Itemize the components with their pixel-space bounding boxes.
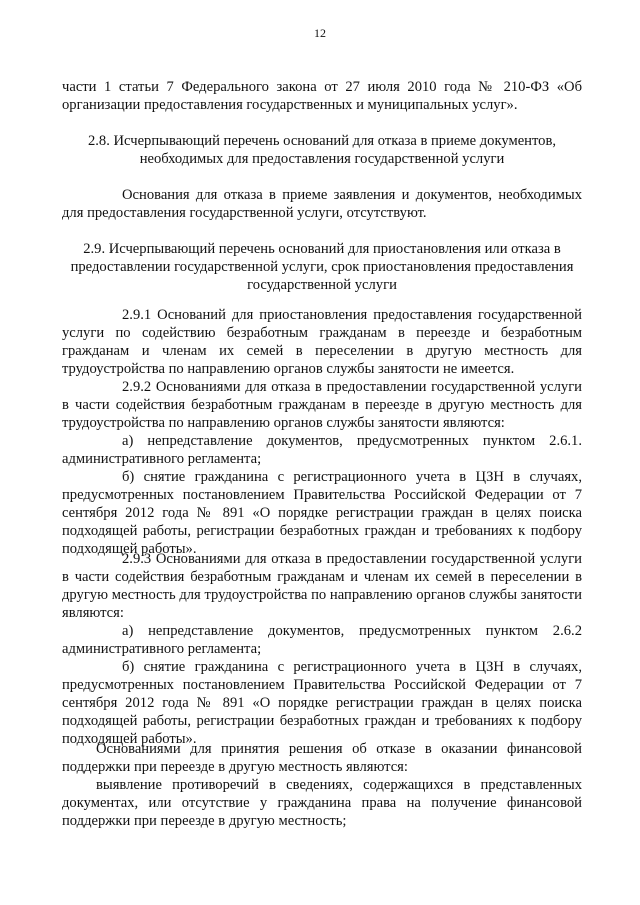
paragraph-financial-refusal: Основаниями для принятия решения об отказе в оказании финансовой поддержки при переезде в другую местность являются: xyxy=(62,741,582,775)
paragraph-financial-refusal-item-1: выявление противоречий в сведениях, содержащихся в представленных документах, или отсутствие у гражданина права на получение финансовой поддержки при переезде в другую местность; xyxy=(62,777,582,829)
paragraph-2-9-1: 2.9.1 Оснований для приостановления предоставления государственной услуги по содействию безработным гражданам в переезде и безработным гражданам и членам их семей в переселении в другую местность для трудоустройства по направлению органов службы занятости не имеется. xyxy=(62,307,582,377)
paragraph-2-9-2-a: а) непредставление документов, предусмотренных пунктом 2.6.1. административного регламента; xyxy=(62,433,582,467)
paragraph-2-9-2-b: б) снятие гражданина с регистрационного учета в ЦЗН в случаях, предусмотренных постановлением Правительства Российской Федерации от 7 сентября 2012 года № 891 «О порядке регистрации граждан в целях поиска подходящей работы, регистрации безработных граждан и требованиях к подбору подходящей работы». xyxy=(62,469,582,557)
paragraph-2-9-3: 2.9.3 Основаниями для отказа в предоставлении государственной услуги в части содействия безработным гражданам и членам их семей в переселении в другую местность для трудоустройства по направлению органов службы занятости являются: xyxy=(62,551,582,621)
paragraph-2-9-3-b: б) снятие гражданина с регистрационного учета в ЦЗН в случаях, предусмотренных постановлением Правительства Российской Федерации от 7 сентября 2012 года № 891 «О порядке регистрации граждан в целях поиска подходящей работы, регистрации безработных граждан и требованиях к подбору подходящей работы». xyxy=(62,659,582,747)
heading-2-9: 2.9. Исчерпывающий перечень оснований для приостановления или отказа в предоставлении государственной услуги, срок приостановления предоставления государственной услуги xyxy=(70,241,574,293)
paragraph-2-9-3-a: а) непредставление документов, предусмотренных пунктом 2.6.2 административного регламента; xyxy=(62,623,582,657)
paragraph-intro: части 1 статьи 7 Федерального закона от 27 июля 2010 года № 210-ФЗ «Об организации предоставления государственных и муниципальных услуг». xyxy=(62,79,582,113)
heading-2-8: 2.8. Исчерпывающий перечень оснований для отказа в приеме документов, необходимых для предоставления государственной услуги xyxy=(87,133,557,167)
page-number: 12 xyxy=(314,26,326,40)
paragraph-2-8-body: Основания для отказа в приеме заявления и документов, необходимых для предоставления государственной услуги, отсутствуют. xyxy=(62,187,582,221)
paragraph-2-9-2: 2.9.2 Основаниями для отказа в предоставлении государственной услуги в части содействия безработным гражданам в переезде в другую местность для трудоустройства по направлению органов службы занятости являются: xyxy=(62,379,582,431)
